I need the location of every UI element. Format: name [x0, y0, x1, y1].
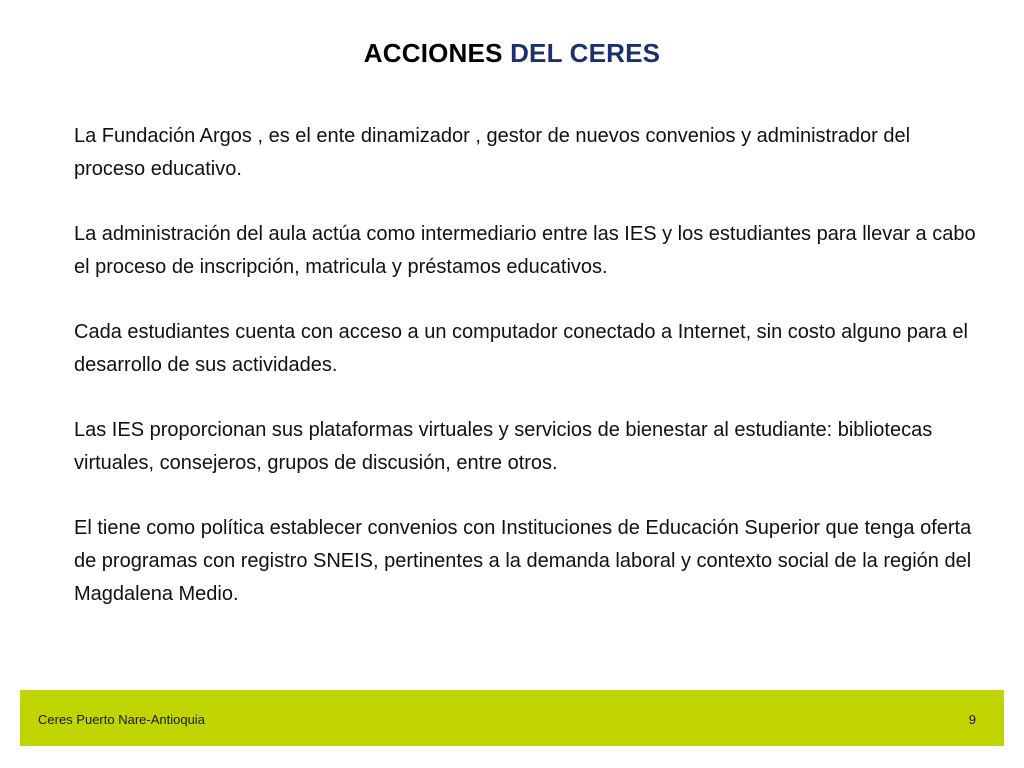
paragraph-plataformas-ies: Las IES proporcionan sus plataformas virtuales y servicios de bienestar al estudiante: bibliotecas virtuales, consejeros, grupos de discusión, entre otros.	[74, 419, 933, 474]
slide-title-part-2: DEL CERES	[510, 38, 661, 68]
paragraph-administracion-aula: La administración del aula actúa como intermediario entre las IES y los estudiantes para llevar a cabo el proceso de inscripción, matricula y préstamos educativos.	[74, 223, 976, 278]
slide-title-part-1: ACCIONES	[363, 38, 503, 68]
slide-body	[74, 120, 979, 611]
footer-bar	[20, 690, 1004, 746]
paragraph-acceso-computador: Cada estudiantes cuenta con acceso a un computador conectado a Internet, sin costo alguno para el desarrollo de sus actividades.	[74, 321, 968, 376]
footer-location: Ceres Puerto Nare-Antioquia	[38, 712, 205, 727]
paragraph-fundacion-argos: La Fundación Argos , es el ente dinamizador , gestor de nuevos convenios y administrador del proceso educativo.	[74, 125, 911, 180]
paragraph-politica-convenios: El tiene como política establecer convenios con Instituciones de Educación Superior que tenga oferta de programas con registro SNEIS, pertinentes a la demanda laboral y contexto social de la región del Magdalena Medio.	[74, 517, 972, 605]
footer-page-number: 9	[968, 712, 976, 727]
slide-title	[0, 38, 1024, 69]
